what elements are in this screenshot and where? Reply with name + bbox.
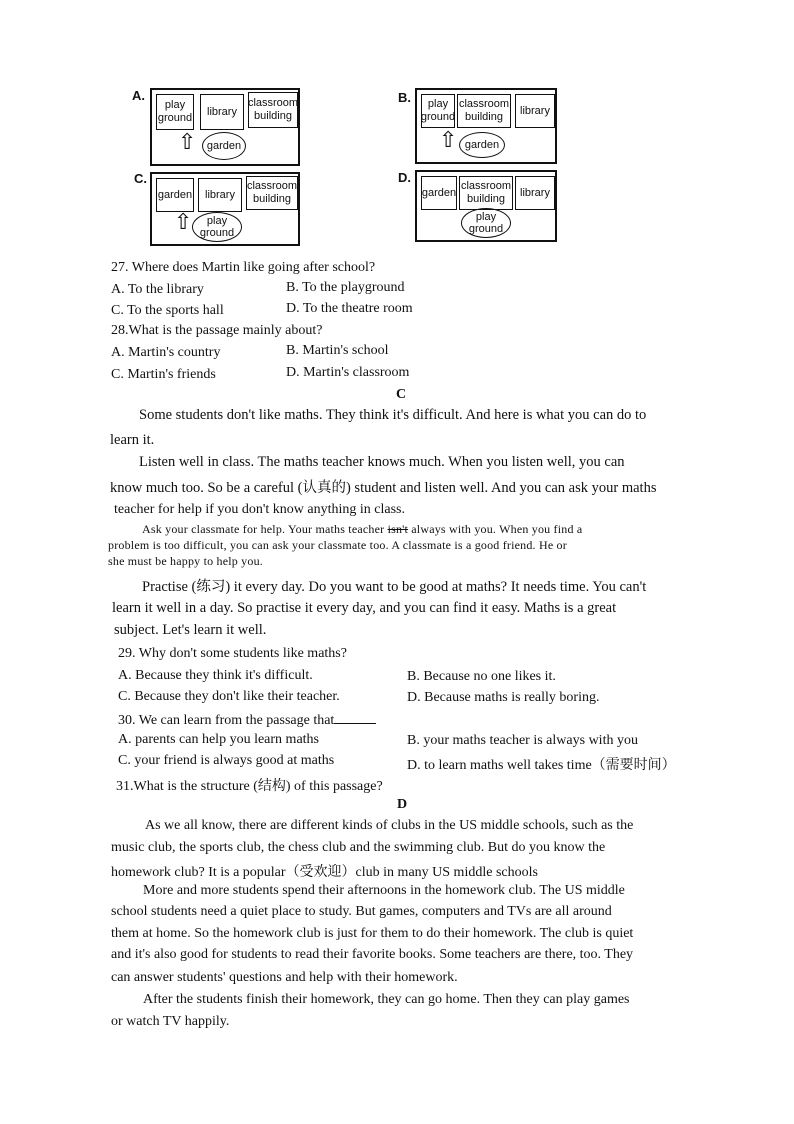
map-c-label: C. (134, 171, 147, 186)
q27-stem: 27. Where does Martin like going after school? (111, 260, 376, 275)
q28-option-b: B. Martin's school (286, 343, 389, 358)
section-c-p1-line2: learn it. (110, 432, 155, 448)
map-b-arrow-icon: ⇧ (439, 128, 458, 153)
q29-option-a: A. Because they think it's difficult. (118, 668, 313, 683)
section-c-p3-line1-strike: isn't (387, 522, 409, 536)
map-d-cell-garden: garden (421, 176, 457, 210)
q28-option-a: A. Martin's country (111, 345, 221, 360)
q27-option-b: B. To the playground (286, 280, 405, 295)
section-d-p2-line1: More and more students spend their afternoons in the homework club. The US middle (143, 883, 625, 898)
q30-option-a: A. parents can help you learn maths (118, 732, 319, 747)
map-a-label: A. (132, 88, 145, 103)
section-c-p2-line2: know much too. So be a careful (认真的) student and listen well. And you can ask your maths (110, 480, 657, 496)
section-c-p3-line2: problem is too difficult, you can ask your classmate too. A classmate is a good friend. He or (108, 538, 567, 552)
q27-option-a: A. To the library (111, 282, 204, 297)
map-d-cell-library: library (515, 176, 555, 210)
q28-option-d: D. Martin's classroom (286, 365, 410, 380)
map-c-cell-library: library (198, 178, 242, 212)
q27-option-d: D. To the theatre room (286, 301, 413, 316)
section-d-p3-line1: After the students finish their homework, they can go home. Then they can play games (143, 992, 630, 1007)
section-d-p2-line4: and it's also good for students to read their favorite books. Some teachers are there, too. They (111, 947, 634, 962)
section-d-p1-line3: homework club? It is a popular（受欢迎）club in many US middle schools (111, 865, 538, 880)
q31-stem: 31.What is the structure (结构) of this passage? (116, 779, 383, 794)
section-d-title: D (397, 797, 408, 812)
q28-stem: 28.What is the passage mainly about? (111, 323, 323, 338)
map-a-oval-garden: garden (202, 132, 246, 160)
map-a-cell-classroom: classroom building (248, 92, 298, 128)
section-d-p2-line5: can answer students' questions and help with their homework. (111, 970, 458, 985)
map-a-cell-library: library (200, 94, 244, 130)
q30-option-d: D. to learn maths well takes time（需要时间） (407, 758, 676, 773)
section-c-p3-line1 (142, 522, 582, 537)
map-c-arrow-icon: ⇧ (174, 210, 193, 235)
q29-option-c: C. Because they don't like their teacher. (118, 689, 340, 704)
map-b-cell-library: library (515, 94, 555, 128)
map-c-oval-playground: play ground (192, 212, 242, 242)
q30-stem-text: 30. We can learn from the passage that (118, 713, 335, 728)
section-d-p2-line3: them at home. So the homework club is just for them to do their homework. The club is quiet (111, 926, 634, 941)
q30-option-b: B. your maths teacher is always with you (407, 733, 638, 748)
map-b (415, 88, 557, 164)
section-c-p4-line3: subject. Let's learn it well. (114, 622, 267, 638)
section-c-p4-line1: Practise (练习) it every day. Do you want to be good at maths? It needs time. You can't (142, 579, 647, 595)
section-d-p1-line2: music club, the sports club, the chess club and the swimming club. But do you know the (111, 840, 606, 855)
map-a-cell-playground: play ground (156, 94, 194, 130)
q29-option-d: D. Because maths is really boring. (407, 690, 600, 705)
map-d-cell-classroom: classroom building (459, 176, 513, 210)
section-d-p3-line2: or watch TV happily. (111, 1014, 230, 1029)
map-d-oval-playground: play ground (461, 208, 511, 238)
q28-option-c: C. Martin's friends (111, 367, 216, 382)
section-d-p2-line2: school students need a quiet place to study. But games, computers and TVs are all around (111, 904, 612, 919)
section-c-p1-line1: Some students don't like maths. They think it's difficult. And here is what you can do to (139, 407, 647, 423)
section-c-p4-line2: learn it well in a day. So practise it every day, and you can find it easy. Maths is a great (112, 600, 617, 616)
q30-option-c: C. your friend is always good at maths (118, 753, 335, 768)
map-a-arrow-icon: ⇧ (178, 130, 197, 155)
section-c-p2-line1: Listen well in class. The maths teacher knows much. When you listen well, you can (139, 454, 625, 470)
q29-option-b: B. Because no one likes it. (407, 669, 556, 684)
q27-option-c: C. To the sports hall (111, 303, 224, 318)
section-c-p3-line3: she must be happy to help you. (108, 554, 263, 568)
section-d-p1-line1: As we all know, there are different kinds of clubs in the US middle schools, such as the (145, 818, 634, 833)
map-d-label: D. (398, 170, 411, 185)
q30-stem (118, 711, 376, 729)
q30-answer-blank (334, 711, 376, 724)
map-b-cell-playground: play ground (421, 94, 455, 128)
q29-stem: 29. Why don't some students like maths? (118, 646, 347, 661)
map-b-oval-garden: garden (459, 132, 505, 158)
map-d (415, 170, 557, 242)
map-a (150, 88, 300, 166)
section-c-p3-line1-part2: always with you. When you find a (411, 522, 583, 536)
map-b-cell-classroom: classroom building (457, 94, 511, 128)
section-c-title: C (396, 387, 407, 402)
section-c-p3-line1-part1: Ask your classmate for help. Your maths teacher (142, 522, 385, 536)
map-c-cell-classroom: classroom building (246, 176, 298, 210)
map-c-cell-garden: garden (156, 178, 194, 212)
map-c (150, 172, 300, 246)
map-b-label: B. (398, 90, 411, 105)
section-c-p2-line3: teacher for help if you don't know anything in class. (114, 502, 406, 517)
